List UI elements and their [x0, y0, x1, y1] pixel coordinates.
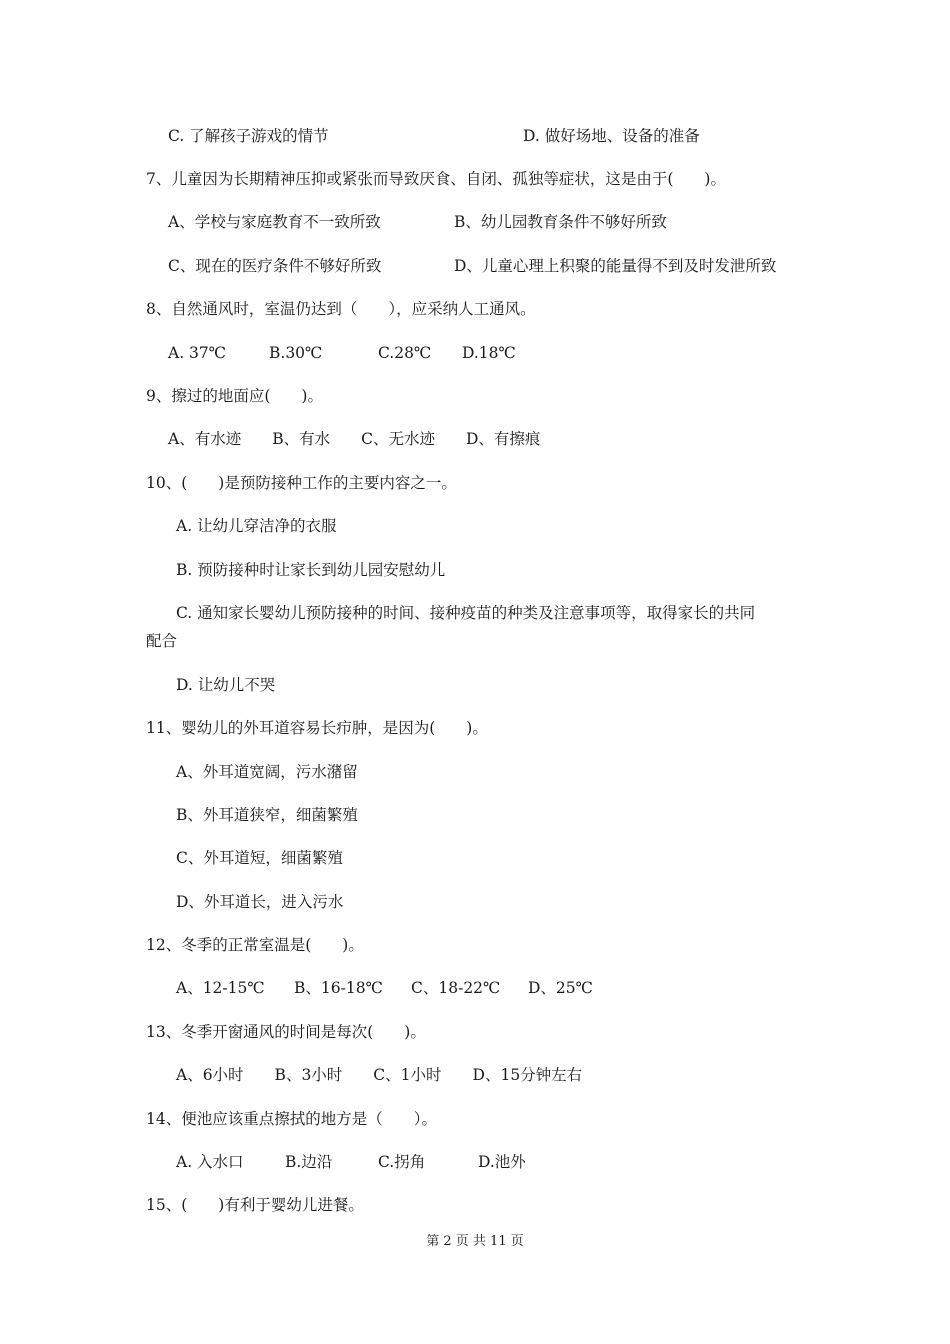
- q11-option-d: D、外耳道长，进入污水: [176, 893, 344, 911]
- page-footer: 第 2 页 共 11 页: [426, 1234, 524, 1249]
- q10-stem: 10、( )是预防接种工作的主要内容之一。: [146, 474, 457, 492]
- q10-option-c-line1: C. 通知家长婴幼儿预防接种的时间、接种疫苗的种类及注意事项等，取得家长的共同: [176, 604, 756, 622]
- q12-option-b: B、16-18℃: [294, 979, 383, 997]
- q10-option-a: A. 让幼儿穿洁净的衣服: [176, 517, 337, 535]
- q14-option-a: A. 入水口: [176, 1153, 244, 1171]
- q7-stem: 7、儿童因为长期精神压抑或紧张而导致厌食、自闭、孤独等症状，这是由于( )。: [146, 170, 726, 188]
- q7-option-b: B、幼儿园教育条件不够好所致: [454, 213, 667, 231]
- q13-stem: 13、冬季开窗通风的时间是每次( )。: [146, 1023, 426, 1041]
- q7-option-c: C、现在的医疗条件不够好所致: [168, 257, 382, 275]
- q6-option-c: C. 了解孩子游戏的情节: [168, 127, 329, 145]
- q10-option-c-line2: 配合: [146, 632, 178, 650]
- q14-option-d: D.池外: [478, 1153, 526, 1171]
- q12-stem: 12、冬季的正常室温是( )。: [146, 936, 364, 954]
- q8-option-a: A. 37℃: [168, 344, 227, 362]
- q11-option-b: B、外耳道狭窄，细菌繁殖: [176, 806, 358, 824]
- q14-stem: 14、便池应该重点擦拭的地方是（ ）。: [146, 1110, 437, 1128]
- q8-option-b: B.30℃: [269, 344, 323, 362]
- q7-option-d: D、儿童心理上积聚的能量得不到及时发泄所致: [454, 257, 777, 275]
- q6-option-d: D. 做好场地、设备的准备: [523, 127, 700, 145]
- q8-option-c: C.28℃: [378, 344, 432, 362]
- q14-option-b: B.边沿: [285, 1153, 333, 1171]
- q8-stem: 8、自然通风时，室温仍达到（ ），应采纳人工通风。: [146, 300, 536, 318]
- q8-option-d: D.18℃: [462, 344, 516, 362]
- q11-stem: 11、婴幼儿的外耳道容易长疖肿，是因为( )。: [146, 719, 488, 737]
- q9-options: A、有水迹 B、有水 C、无水迹 D、有擦痕: [168, 430, 541, 448]
- q11-option-c: C、外耳道短，细菌繁殖: [176, 849, 343, 867]
- q10-option-d: D. 让幼儿不哭: [176, 676, 276, 694]
- q14-option-c: C.拐角: [378, 1153, 426, 1171]
- q12-option-a: A、12-15℃: [176, 979, 265, 997]
- q12-option-d: D、25℃: [528, 979, 593, 997]
- q12-option-c: C、18-22℃: [411, 979, 501, 997]
- q15-stem: 15、( )有利于婴幼儿进餐。: [146, 1196, 364, 1214]
- q7-option-a: A、学校与家庭教育不一致所致: [168, 213, 381, 231]
- q10-option-b: B. 预防接种时让家长到幼儿园安慰幼儿: [176, 561, 446, 579]
- q9-stem: 9、擦过的地面应( )。: [146, 387, 323, 405]
- q11-option-a: A、外耳道宽阔，污水潴留: [176, 763, 358, 781]
- q13-options: A、6小时 B、3小时 C、1小时 D、15分钟左右: [176, 1066, 583, 1084]
